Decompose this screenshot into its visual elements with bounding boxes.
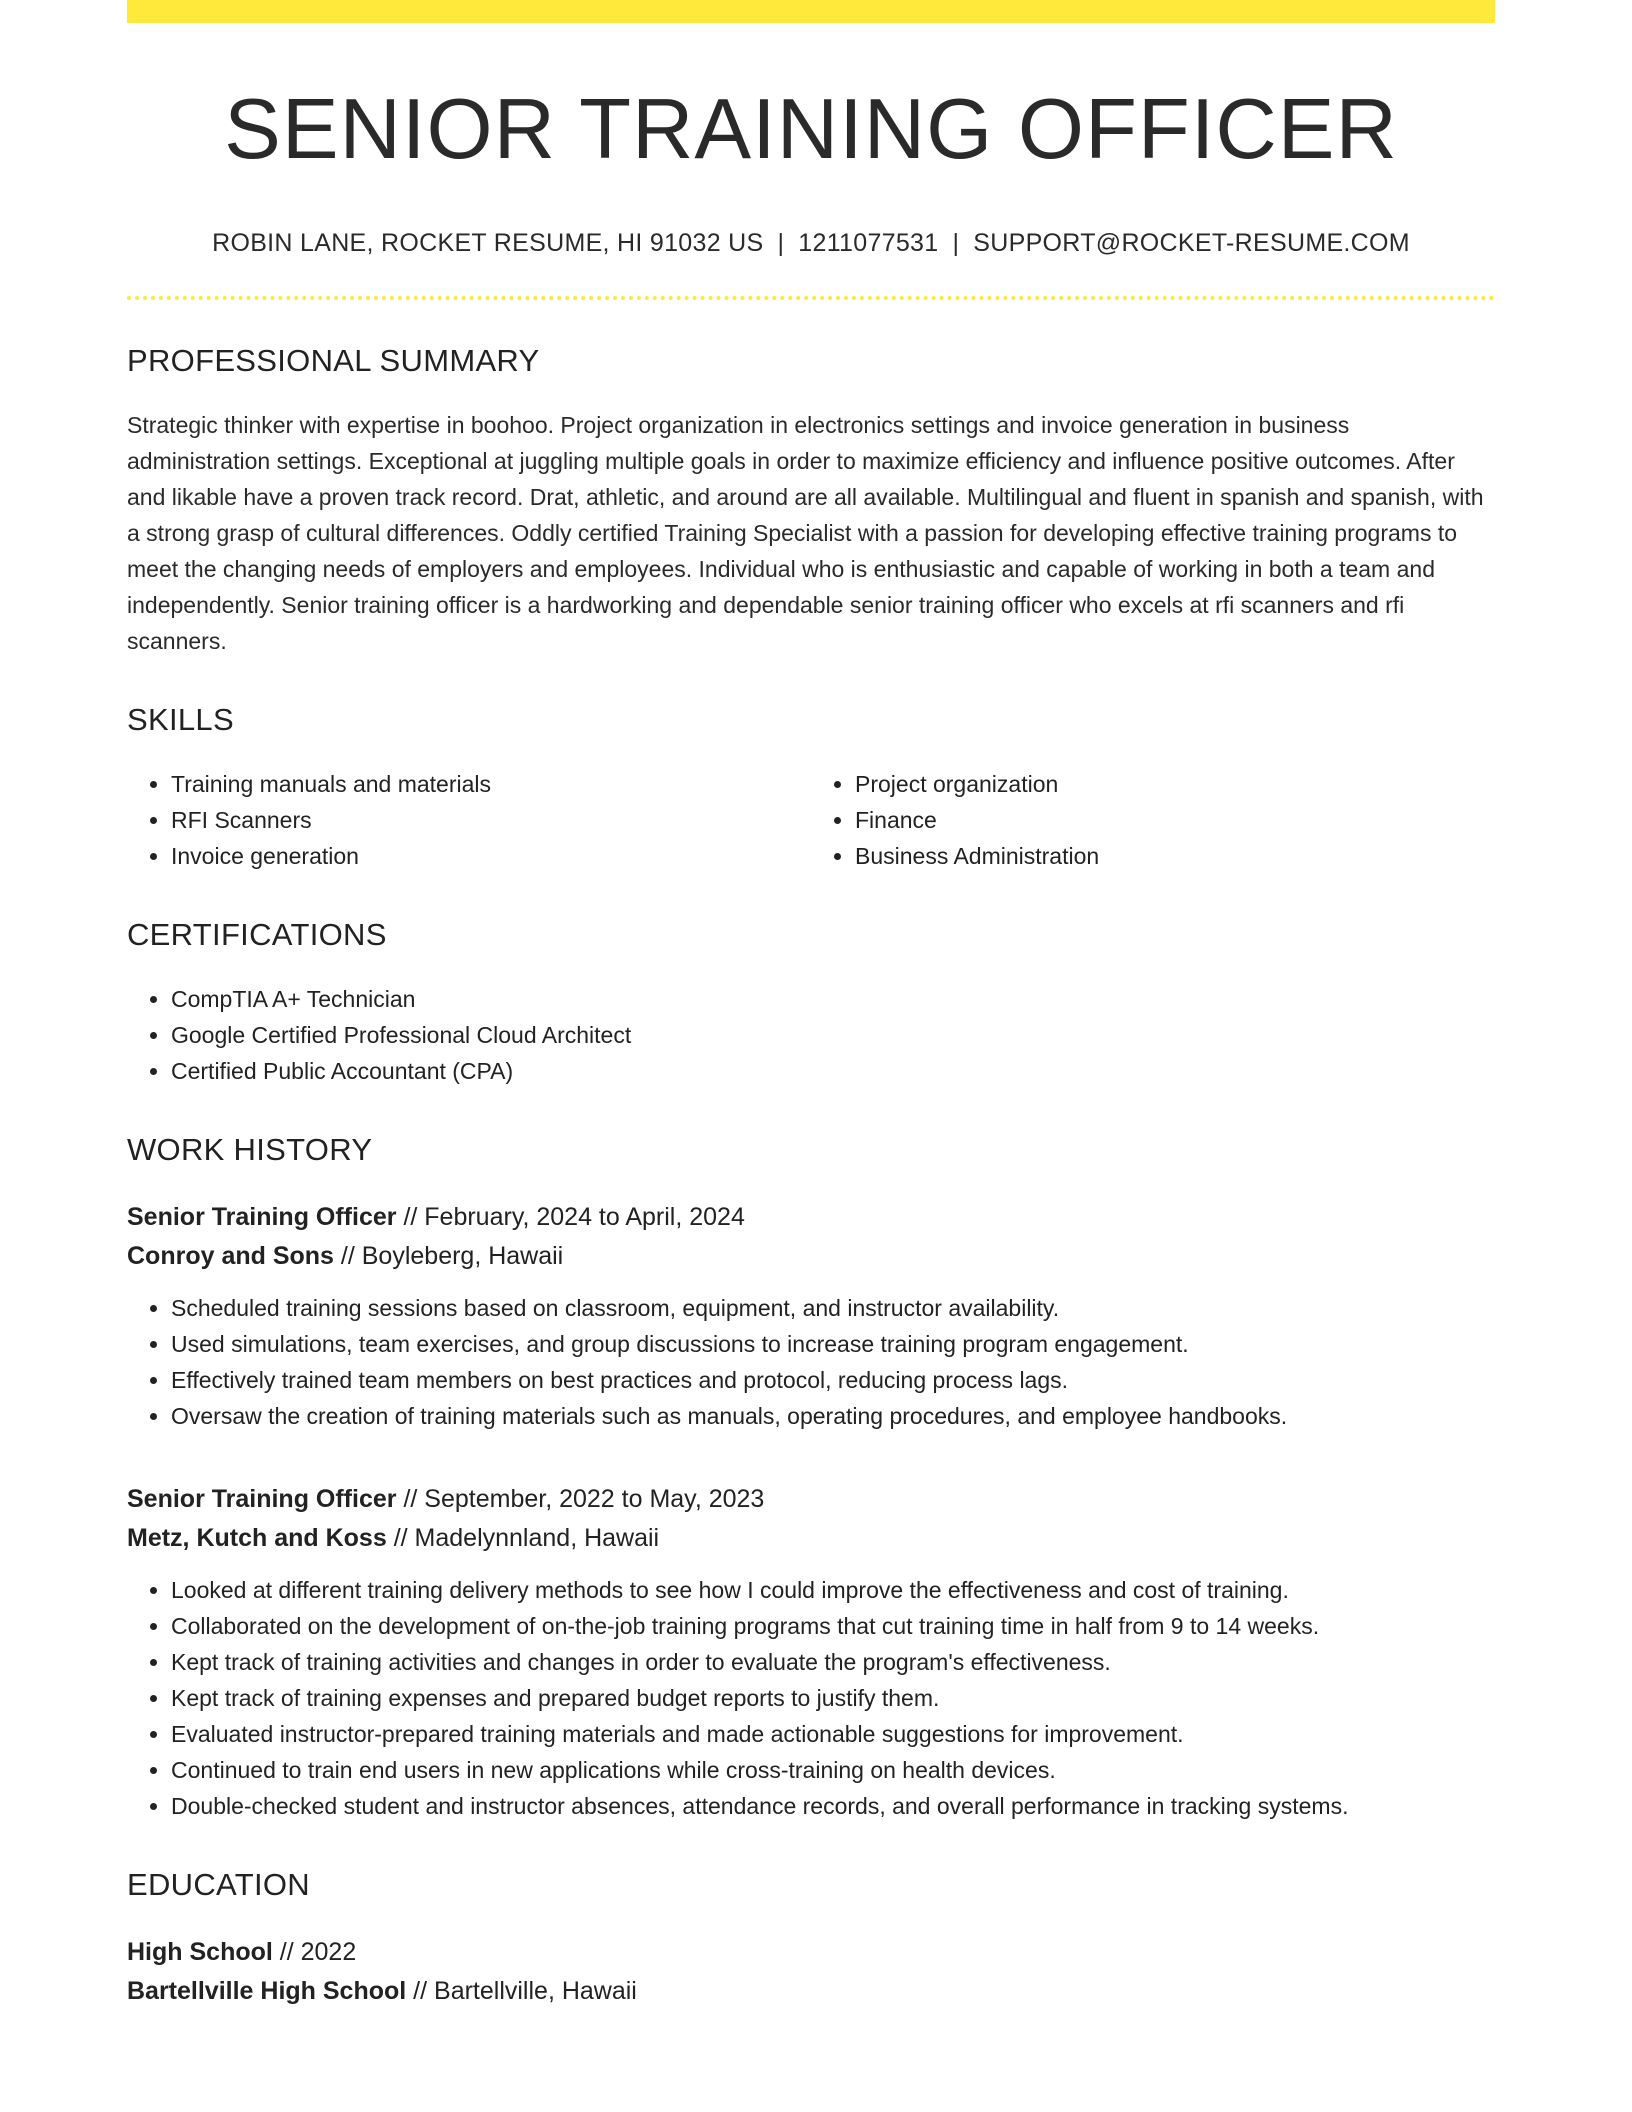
certification-item: • Certified Public Accountant (CPA)	[171, 1053, 1495, 1089]
job-company: Metz, Kutch and Koss	[127, 1523, 387, 1552]
summary-heading: PROFESSIONAL SUMMARY	[127, 342, 540, 378]
job-company: Conroy and Sons	[127, 1241, 334, 1270]
certification-item: • CompTIA A+ Technician	[171, 981, 1495, 1017]
resume-page	[127, 0, 1495, 2011]
summary-text: Strategic thinker with expertise in boohoo. Project organization in electronics settings and invoice generation in business administration settings. Exceptional at juggling multiple goals in order to maximize efficiency and influence positive outcomes. After and likable have a proven track record. Drat, athletic, and around are all available. Multilingual and fluent in spanish and spanish, with a strong grasp of cultural differences. Oddly certified Training Specialist with a passion for developing effective training programs to meet the changing needs of employers and employees. Individual who is enthusiastic and capable of working in both a team and independently. Senior training officer is a hardworking and dependable senior training officer who excels at rfi scanners and rfi scanners.	[127, 411, 1484, 654]
skill-item: • Finance	[855, 802, 1495, 838]
skill-item: • RFI Scanners	[171, 802, 811, 838]
job-company-line	[127, 1519, 1495, 1558]
job-location: // Boyleberg, Hawaii	[333, 1241, 564, 1270]
job-title-line	[127, 1480, 1495, 1519]
education-heading: EDUCATION	[127, 1866, 310, 1902]
education-school: Bartellville High School	[127, 1976, 407, 2005]
contact-separator: |	[777, 228, 785, 257]
job-bullet: • Scheduled training sessions based on classroom, equipment, and instructor availability.	[171, 1290, 1495, 1326]
top-accent-bar	[127, 0, 1495, 23]
job-entry	[127, 1480, 1495, 1824]
certification-item: • Google Certified Professional Cloud Architect	[171, 1017, 1495, 1053]
education-location: // Bartellville, Hawaii	[406, 1976, 637, 2005]
contact-address: ROBIN LANE, ROCKET RESUME, HI 91032 US	[212, 228, 764, 257]
skills-column-right	[811, 766, 1495, 874]
job-entry	[127, 1198, 1495, 1434]
resume-title: SENIOR TRAINING OFFICER	[224, 82, 1398, 177]
certifications-list	[127, 981, 1495, 1089]
skills-column-left	[127, 766, 811, 874]
skill-item: • Project organization	[855, 766, 1495, 802]
job-bullet: • Used simulations, team exercises, and group discussions to increase training program engagement.	[171, 1326, 1495, 1362]
job-bullet: • Effectively trained team members on best practices and protocol, reducing process lags.	[171, 1362, 1495, 1398]
education-entry	[127, 1933, 1495, 2011]
job-title-line	[127, 1198, 1495, 1237]
contact-line	[127, 229, 1495, 258]
contact-email[interactable]: SUPPORT@ROCKET-RESUME.COM	[973, 228, 1410, 257]
job-dates: // February, 2024 to April, 2024	[396, 1202, 745, 1231]
job-bullet: • Kept track of training expenses and prepared budget reports to justify them.	[171, 1680, 1495, 1716]
job-bullet: • Continued to train end users in new applications while cross-training on health devices.	[171, 1752, 1495, 1788]
contact-separator: |	[952, 228, 960, 257]
skills-heading: SKILLS	[127, 701, 234, 737]
job-title: Senior Training Officer	[127, 1202, 397, 1231]
job-title: Senior Training Officer	[127, 1484, 397, 1513]
education-degree-line	[127, 1933, 1495, 1972]
job-company-line	[127, 1237, 1495, 1276]
job-bullets	[127, 1572, 1495, 1824]
job-location: // Madelynnland, Hawaii	[386, 1523, 660, 1552]
certifications-heading: CERTIFICATIONS	[127, 916, 387, 952]
job-bullet: • Kept track of training activities and changes in order to evaluate the program's effectiveness.	[171, 1644, 1495, 1680]
job-dates: // September, 2022 to May, 2023	[396, 1484, 765, 1513]
dotted-divider	[127, 296, 1495, 300]
education-year: // 2022	[272, 1937, 357, 1966]
job-bullet: • Evaluated instructor-prepared training materials and made actionable suggestions for improvement.	[171, 1716, 1495, 1752]
education-degree: High School	[127, 1937, 273, 1966]
education-school-line	[127, 1972, 1495, 2011]
job-bullet: • Oversaw the creation of training materials such as manuals, operating procedures, and employee handbooks.	[171, 1398, 1495, 1434]
work-history-heading: WORK HISTORY	[127, 1131, 373, 1167]
skills-list	[127, 738, 1495, 874]
job-bullet: • Double-checked student and instructor absences, attendance records, and overall performance in tracking systems.	[171, 1788, 1495, 1824]
job-bullet: • Looked at different training delivery methods to see how I could improve the effectiveness and cost of training.	[171, 1572, 1495, 1608]
skill-item: • Business Administration	[855, 838, 1495, 874]
job-bullet: • Collaborated on the development of on-the-job training programs that cut training time in half from 9 to 14 weeks.	[171, 1608, 1495, 1644]
contact-phone: 1211077531	[798, 228, 939, 257]
skill-item: • Invoice generation	[171, 838, 811, 874]
job-bullets	[127, 1290, 1495, 1434]
skill-item: • Training manuals and materials	[171, 766, 811, 802]
